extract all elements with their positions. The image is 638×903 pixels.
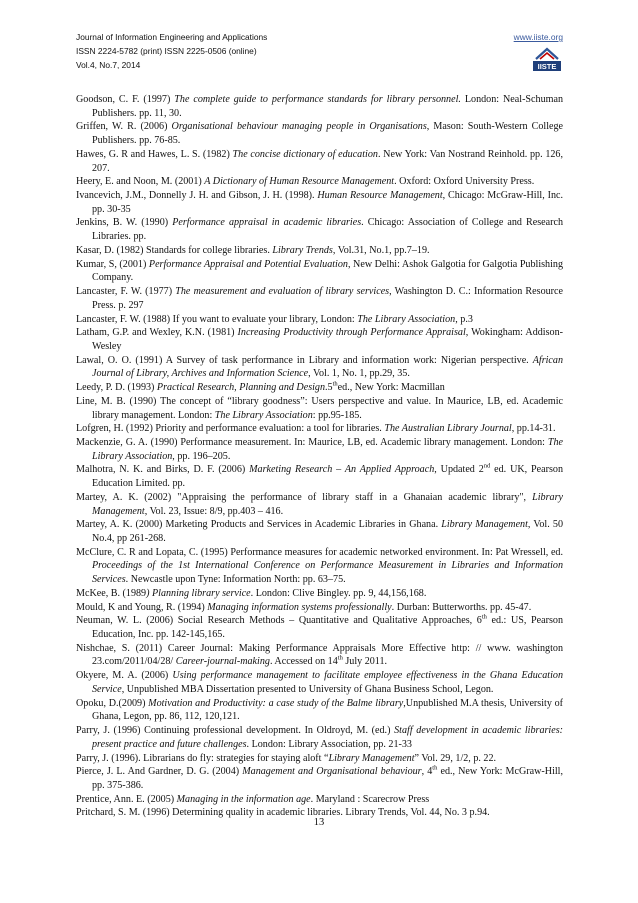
reference-text: Jenkins, B. W. (1990) [76,217,173,229]
reference-martey2000 [76,518,563,545]
reference-text: Prentice, Ann. E. (2005) [76,793,177,805]
reference-text: . Newcastle upon Tyne: Information North: pp. 63–75. [125,574,346,586]
reference-title-italic: A Dictionary of Human Resource Management [204,176,395,188]
reference-mackenzie [76,436,563,463]
reference-title-italic: Performance Appraisal and Potential Evaluation [148,258,348,270]
reference-text: Lancaster, F. W. (1977) [76,286,176,298]
reference-text: , pp. 196–205. [172,450,231,462]
reference-mould [76,601,563,615]
reference-title-italic: The Australian Library Journal [384,423,512,435]
reference-neuman [76,614,563,641]
reference-text: Latham, G.P. and Wexley, K.N. (1981) [76,327,238,339]
reference-mckee [76,587,563,601]
reference-hawes [76,148,563,175]
reference-latham [76,326,563,353]
reference-text: , New Delhi: Ashok Galgotia for Galgotia Publishing Company. [92,258,564,284]
reference-text: . Oxford: Oxford University Press. [394,176,535,188]
reference-title-italic: Increasing Productivity through Performance Appraisal [237,327,466,339]
reference-text: Line, M. B. (1990) The concept of “library goodness”: Users perspective and value. In Maurice, LB, ed. Academic library management. London: [76,395,563,421]
reference-text: Hawes, G. R and Hawes, L. S. (1982) [76,148,233,160]
reference-lawal [76,354,563,381]
reference-text: th [332,380,338,388]
reference-text: Mackenzie, G. A. (1990) Performance measurement. In: Maurice, LB, ed. Academic library management. London: [76,436,548,448]
reference-title-italic: Human Resource Management [317,190,443,202]
reference-text: Neuman, W. L. (2006) Social Research Methods – Quantitative and Qualitative Approaches, 6 [76,615,482,627]
reference-title-italic: The measurement and evaluation of library services [175,286,390,298]
reference-text: Malhotra, N. K. and Birks, D. F. (2006) [76,464,250,476]
reference-title-italic: Proceedings of the 1st International Conference on Performance Measurement in Libraries and Information Services [92,560,563,586]
journal-url-link[interactable]: www.iiste.org [513,32,563,42]
reference-kumar [76,258,563,285]
reference-text: Martey, A. K. (2000) Marketing Products and Services in Academic Libraries in Ghana. [76,519,442,531]
reference-pierce [76,765,563,792]
reference-opoku [76,697,563,724]
reference-text: ,Unpublished M.A thesis, University of Ghana, Legon, pp. 86, 112, 120,121. [92,697,563,723]
reference-text: McKee, B. (1989 [76,587,147,599]
reference-text: July 2011. [342,656,388,668]
reference-text: Ivancevich, J.M., Donnelly J. H. and Gibson, J. H. (1998). [76,190,318,202]
reference-title-italic: The complete guide to performance standards for library personnel. [174,94,461,105]
journal-volume: Vol.4, No.7, 2014 [76,60,141,70]
reference-text: Parry, J. (1996) Continuing professional development. In Oldroyd, M. (ed.) [76,725,395,737]
reference-text: . New York: Van Nostrand Reinhold. pp. 126, 207. [92,148,563,174]
reference-title-italic: The Library Association [214,409,313,421]
reference-text: . Chicago: Association of College and Research Libraries. pp. [92,217,563,243]
reference-title-italic: Motivation and Productivity: a case study of the Balme library [148,697,404,709]
reference-parry1996a [76,724,563,751]
reference-title-italic: Library Trends [272,244,333,256]
page-number: 13 [313,817,325,828]
reference-text: Lofgren, H. (1992) Priority and performance evaluation: a tool for libraries. [76,423,385,435]
reference-title-italic: Marketing Research – An Applied Approach [249,464,435,476]
reference-title-italic: ) Planning library service [146,587,251,599]
reference-text: Opoku, D.(2009) [76,697,149,709]
logo-text: IISTE [537,62,557,71]
reference-mcclure [76,546,563,587]
reference-text: , 4 [421,766,433,778]
reference-text: nd [483,463,491,471]
reference-text: Goodson, C. F. (1997) [76,94,175,105]
reference-text: . London: Library Association, pp. 21-33 [246,738,412,750]
reference-text: . London: Clive Bingley. pp. 9, 44,156,168. [250,587,427,599]
reference-text: , Updated 2 [434,464,484,476]
reference-text: Okyere, M. A. (2006) [76,670,173,682]
reference-text: : pp.95-185. [312,409,362,421]
reference-text: McClure, C. R and Lopata, C. (1995) Performance measures for academic networked environment. In: Pat Wressell, ed. [76,546,563,558]
reference-title-italic: Managing in the information age [176,793,311,805]
reference-title-italic: Library Management [441,519,528,531]
reference-text: . Durban: Butterworths. pp. 45-47. [391,601,532,613]
reference-title-italic: The Library Association [357,313,456,325]
reference-text: , Vol. 23, Issue: 8/9, pp.403 – 416. [144,505,284,517]
reference-text: Nishchae, S. (2011) Career Journal: Making Performance Appraisals More Effective http: // www. washington 23.com/2011/04/28/ [76,642,563,668]
reference-title-italic: Career-journal-making [175,656,270,668]
reference-title-italic: Performance appraisal in academic libraries [172,217,362,229]
reference-title-italic: The Library Association [92,436,563,462]
reference-text: . Maryland : Scarecrow Press [310,793,430,805]
reference-text: , p.3 [455,313,473,325]
reference-title-italic: Library Management [328,752,415,764]
reference-text: , Washington D. C.: Information Resource Press. p. 297 [92,286,563,311]
reference-text: ” Vol. 29, 1/2, p. 22. [414,752,497,764]
reference-text: Pierce, J. L. And Gardner, D. G. (2004) [76,766,243,778]
reference-parry1996b [76,752,563,766]
reference-jenkins [76,216,563,243]
reference-nishchae [76,642,563,669]
reference-text: , Chicago: McGraw-Hill, Inc. pp. 30-35 [92,190,563,215]
reference-text: Lancaster, F. W. (1988) If you want to evaluate your library, London: [76,313,358,325]
reference-title-italic: Library Management [92,491,563,517]
reference-prentice [76,793,563,807]
reference-text: ed., New York: Macmillan [337,382,445,394]
journal-title: Journal of Information Engineering and Applications [76,32,268,42]
iiste-logo [532,46,562,72]
reference-kasar [76,244,563,258]
reference-text: Parry, J. (1996). Librarians do fly: strategies for staying aloft “ [76,752,329,764]
page-header [76,30,563,72]
reference-text: , Vol.31, No.1, pp.7–19. [332,244,430,256]
reference-lancaster1988 [76,313,563,327]
reference-title-italic: Using performance management to facilitate employee effectiveness in the Ghana Education Service [92,670,563,695]
reference-text: , Vol. 1, No. 1, pp.29, 35. [308,368,410,380]
reference-text: Griffen, W. R. (2006) [76,121,172,133]
reference-text: ed. UK, Pearson Education Limited. pp. [92,464,564,490]
reference-text: Kumar, S, (2001) [76,258,149,270]
reference-title-italic: Management and Organisational behaviour [242,766,422,778]
reference-martey2002 [76,491,563,518]
reference-title-italic: Staff development in academic libraries: present practice and future challenges [92,725,564,750]
reference-lofgren [76,422,563,436]
reference-text: ed.: US, Pearson Education, Inc. pp. 142-145,165. [92,615,563,641]
reference-okyere [76,669,563,696]
reference-title-italic: Managing information systems professionally [207,601,392,613]
reference-list [76,93,563,820]
reference-leedy [76,381,563,395]
reference-text: , Mason: South-Western College Publishers. pp. 76-85. [92,121,564,147]
reference-text: , Wokingham: Addison-Wesley [92,327,563,352]
reference-title-italic: Organisational behaviour managing people in Organisations [171,121,427,133]
reference-text: London: Neal-Schuman Publishers. pp. 11, 30. [92,94,563,119]
reference-text: th [481,613,487,621]
reference-text: , Unpublished MBA Dissertation presented to University of Ghana Business School, Legon. [121,683,494,695]
reference-title-italic: The concise dictionary of education [232,148,378,160]
reference-text: ed., New York: McGraw-Hill, pp. 375-386. [92,766,564,791]
reference-text: th [432,764,438,772]
reference-text: , Vol. 50 No.4, pp 261-268. [92,519,563,544]
reference-text: , pp.14-31. [511,423,556,435]
reference-text: .5 [325,382,333,394]
reference-text: Leedy, P. D. (1993) [76,382,157,394]
reference-title-italic: Practical Research, Planning and Design [156,382,326,394]
reference-ivancevich [76,189,563,216]
reference-title-italic: African Journal of Library, Archives and Information Science [92,354,563,380]
reference-text: Lawal, O. O. (1991) A Survey of task performance in Library and information work: Nigerian perspective. [76,354,533,366]
reference-text: Martey, A. K. (2002) "Appraising the performance of library staff in a Ghanaian academic library", [76,491,533,503]
reference-text: Pritchard, S. M. (1996) Determining quality in academic libraries. Library Trends, Vol. 44, No. 3 p.94. [76,807,490,819]
reference-line [76,395,563,422]
reference-text: Mould, K and Young, R. (1994) [76,601,208,613]
reference-text: . Accessed on 14 [269,656,338,668]
reference-goodson [76,93,563,120]
reference-text: Kasar, D. (1982) Standards for college libraries. [76,244,273,256]
reference-text: Heery, E. and Noon, M. (2001) [76,176,205,188]
reference-lancaster1977 [76,285,563,312]
reference-malhotra [76,463,563,490]
reference-griffen [76,120,563,147]
journal-issn: ISSN 2224-5782 (print) ISSN 2225-0506 (online) [76,46,257,56]
reference-text: th [337,655,343,663]
reference-heery [76,175,563,189]
